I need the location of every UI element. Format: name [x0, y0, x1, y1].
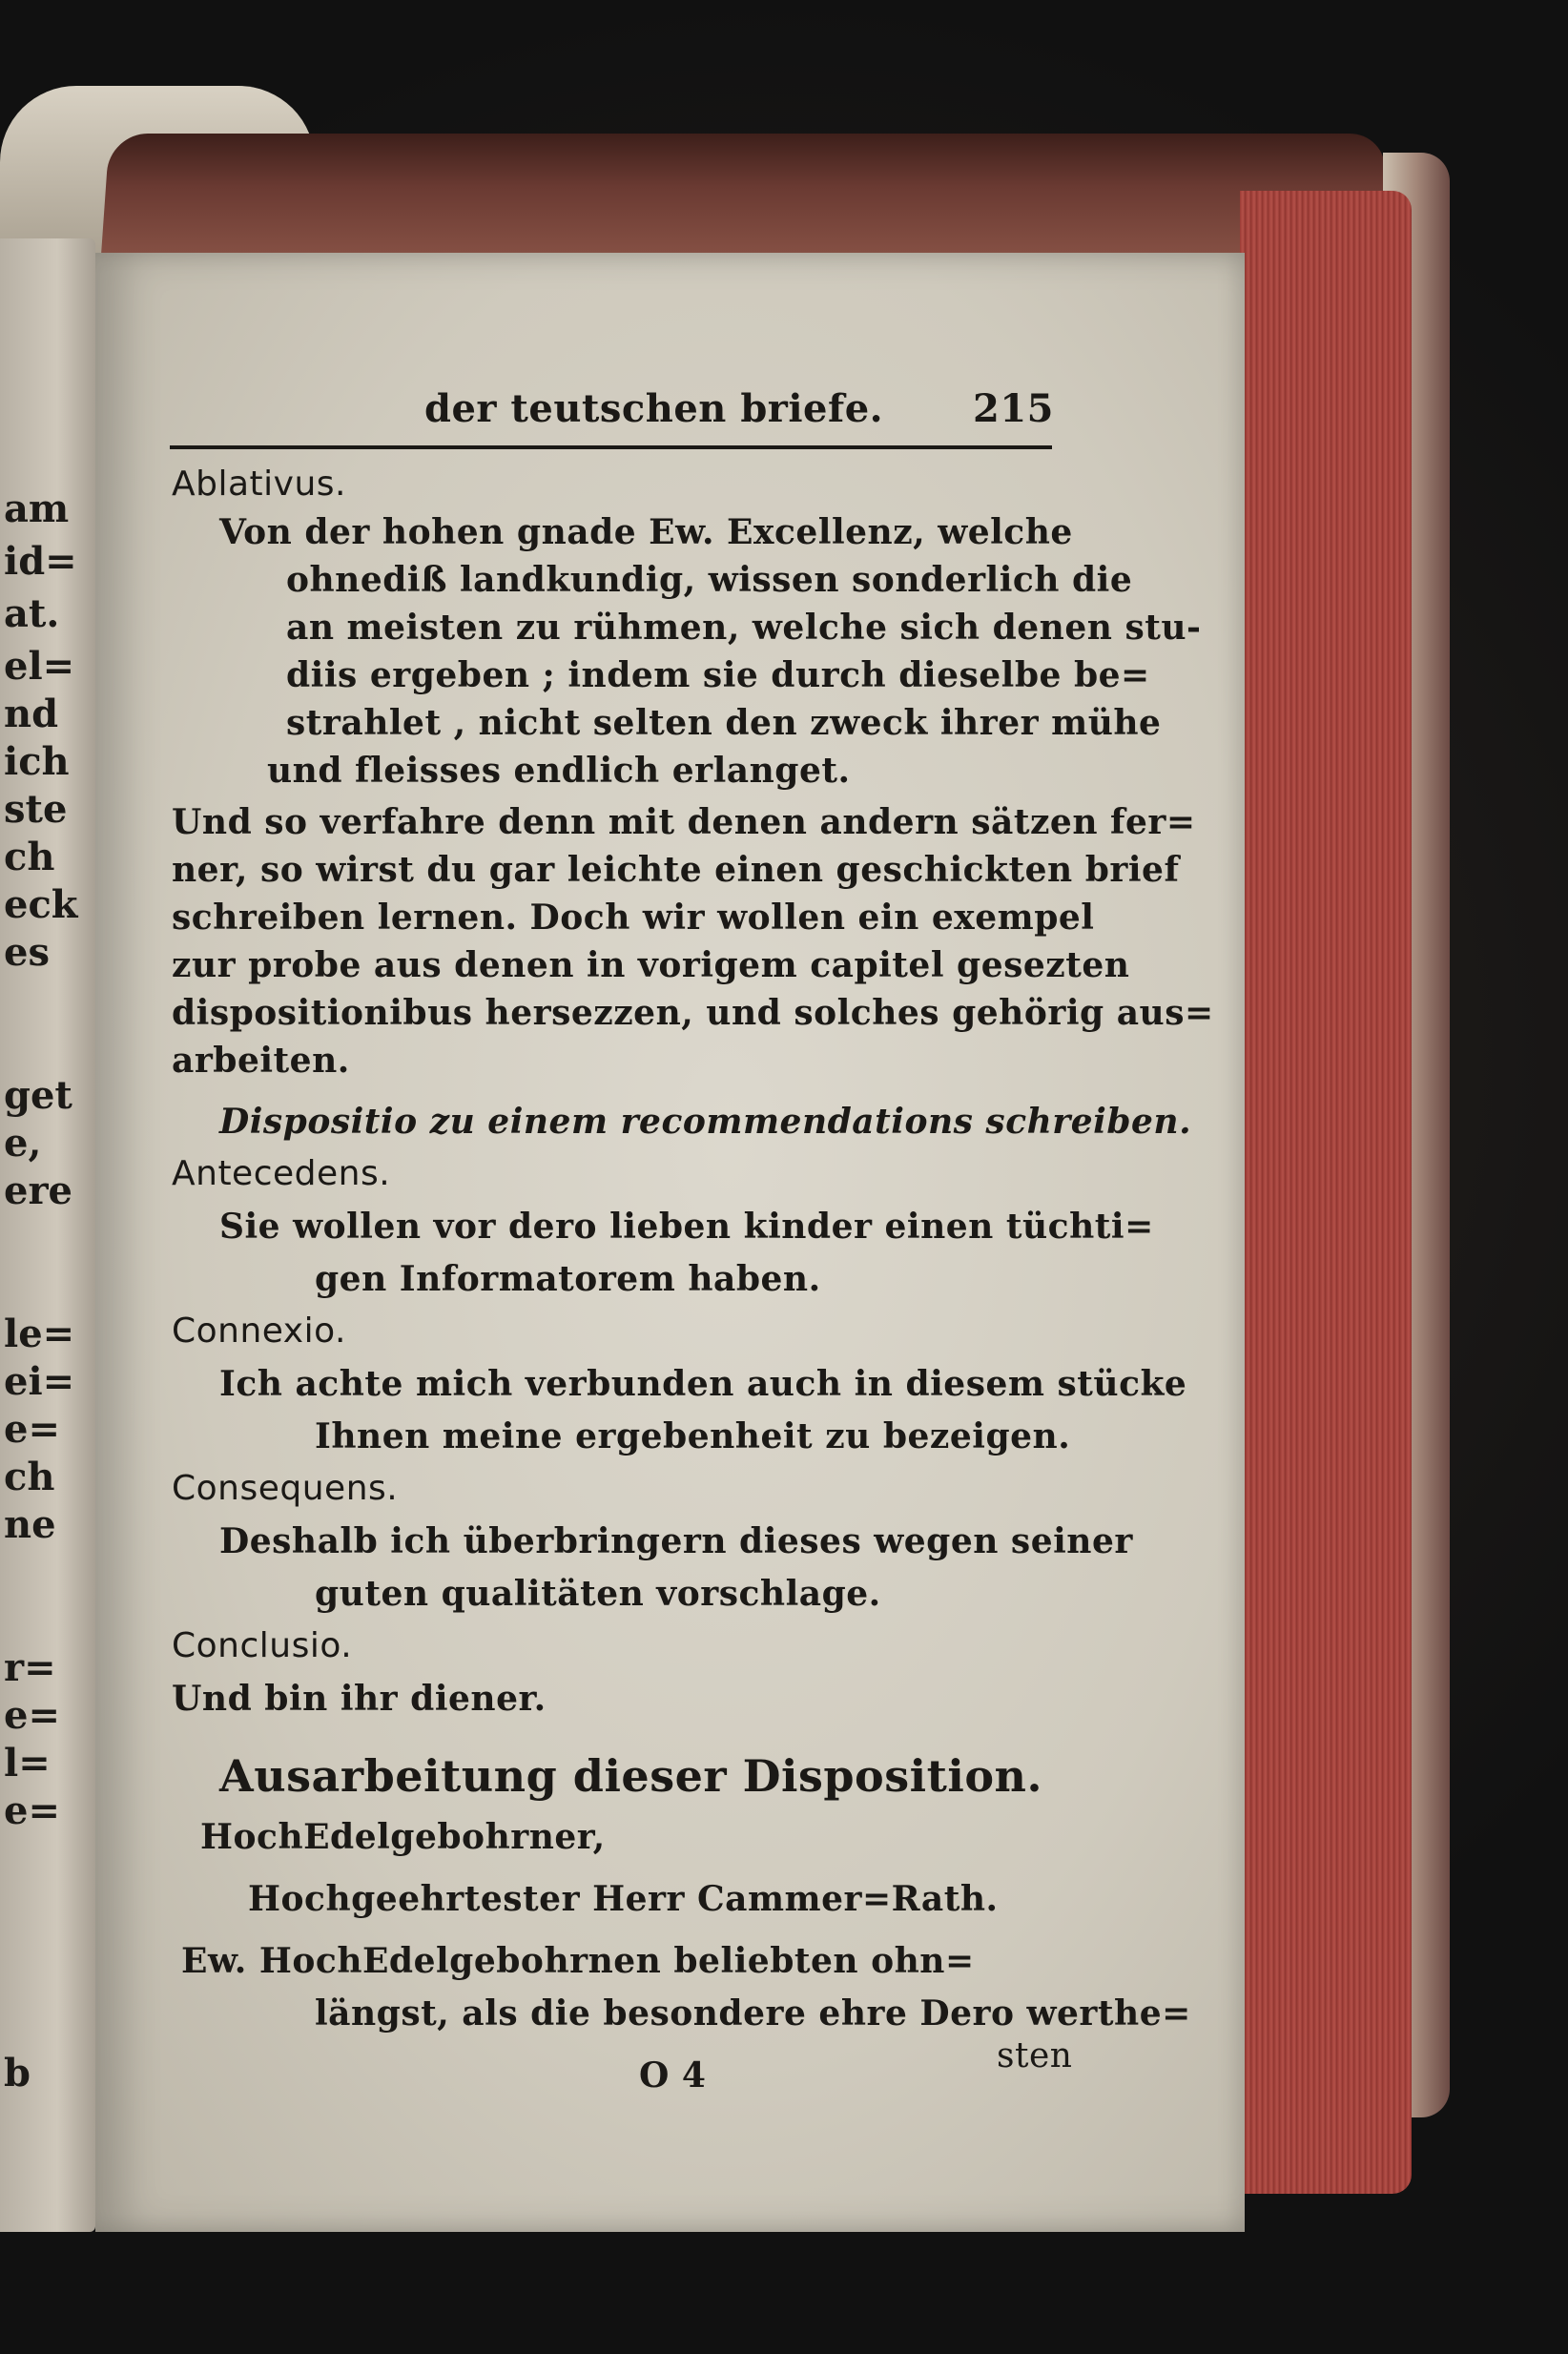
- left-fragment: e=: [4, 1693, 60, 1738]
- text-line: guten qualitäten vorschlage.: [315, 1574, 881, 1614]
- page-block-fore-edge: [1240, 191, 1412, 2194]
- left-fragment: b: [4, 2051, 31, 2096]
- left-fragment: e=: [4, 1788, 60, 1833]
- letter-line: längst, als die besondere ehre Dero werthe=: [315, 1993, 1191, 2034]
- text-line: Ich achte mich verbunden auch in diesem stücke: [219, 1364, 1187, 1404]
- text-line: diis ergeben ; indem sie durch dieselbe be=: [286, 655, 1150, 695]
- left-fragment: ere: [4, 1168, 72, 1213]
- letter-line: Ew. HochEdelgebohrnen beliebten ohn=: [181, 1941, 975, 1981]
- left-fragment: es: [4, 930, 50, 975]
- left-fragment: ne: [4, 1502, 56, 1547]
- header-rule: [170, 445, 1052, 449]
- text-line: Deshalb ich überbringern dieses wegen seiner: [219, 1521, 1133, 1561]
- section-heading: Ausarbeitung dieser Disposition.: [219, 1750, 1042, 1802]
- left-fragment: ich: [4, 739, 70, 784]
- text-line: zur probe aus denen in vorigem capitel gesezten: [172, 945, 1130, 985]
- left-fragment: ch: [4, 835, 55, 879]
- left-fragment: el=: [4, 644, 75, 689]
- text-line: strahlet , nicht selten den zweck ihrer mühe: [286, 703, 1162, 743]
- case-label: Antecedens.: [172, 1154, 391, 1193]
- text-line: ner, so wirst du gar leichte einen geschickten brief: [172, 850, 1180, 890]
- book-top-edge: [100, 134, 1388, 267]
- salutation-line: HochEdelgebohrner,: [200, 1817, 606, 1857]
- left-fragment: ch: [4, 1455, 55, 1499]
- left-fragment: eck: [4, 882, 78, 927]
- running-head: der teutschen briefe.: [424, 386, 884, 431]
- left-fragment: l=: [4, 1741, 51, 1786]
- text-line: schreiben lernen. Doch wir wollen ein exempel: [172, 898, 1095, 938]
- text-line: arbeiten.: [172, 1041, 350, 1081]
- text-line: gen Informatorem haben.: [315, 1259, 821, 1299]
- text-line: an meisten zu rühmen, welche sich denen stu-: [286, 608, 1202, 648]
- case-label: Connexio.: [172, 1311, 346, 1351]
- book-page: [95, 253, 1245, 2232]
- left-fragment: ei=: [4, 1359, 75, 1404]
- previous-page-sliver: [0, 238, 95, 2232]
- signature-mark: O 4: [639, 2055, 707, 2096]
- text-line: und fleisses endlich erlanget.: [267, 751, 851, 791]
- left-fragment: le=: [4, 1311, 75, 1356]
- text-line: Ihnen meine ergebenheit zu bezeigen.: [315, 1416, 1071, 1456]
- catchword: sten: [997, 2036, 1073, 2075]
- section-title: Dispositio zu einem recommendations schreiben.: [219, 1102, 1192, 1142]
- text-line: Von der hohen gnade Ew. Excellenz, welche: [219, 512, 1073, 552]
- left-fragment: e=: [4, 1407, 60, 1452]
- left-fragment: ste: [4, 787, 68, 832]
- left-fragment: at.: [4, 591, 60, 636]
- left-fragment: id=: [4, 539, 77, 584]
- text-line: dispositionibus hersezzen, und solches gehörig aus=: [172, 993, 1214, 1033]
- text-line: Sie wollen vor dero lieben kinder einen tüchti=: [219, 1207, 1154, 1247]
- left-fragment: nd: [4, 692, 59, 736]
- page-number: 215: [973, 386, 1054, 431]
- left-fragment: get: [4, 1073, 72, 1118]
- left-fragment: e,: [4, 1121, 42, 1166]
- left-fragment: r=: [4, 1645, 56, 1690]
- salutation-line: Hochgeehrtester Herr Cammer=Rath.: [248, 1879, 999, 1919]
- case-label: Conclusio.: [172, 1626, 353, 1665]
- left-fragment: am: [4, 486, 70, 531]
- case-label: Consequens.: [172, 1469, 399, 1508]
- text-line: Und bin ihr diener.: [172, 1679, 547, 1719]
- text-line: ohnediß landkundig, wissen sonderlich die: [286, 560, 1133, 600]
- text-line: Und so verfahre denn mit denen andern sätzen fer=: [172, 802, 1196, 842]
- case-label: Ablativus.: [172, 465, 346, 504]
